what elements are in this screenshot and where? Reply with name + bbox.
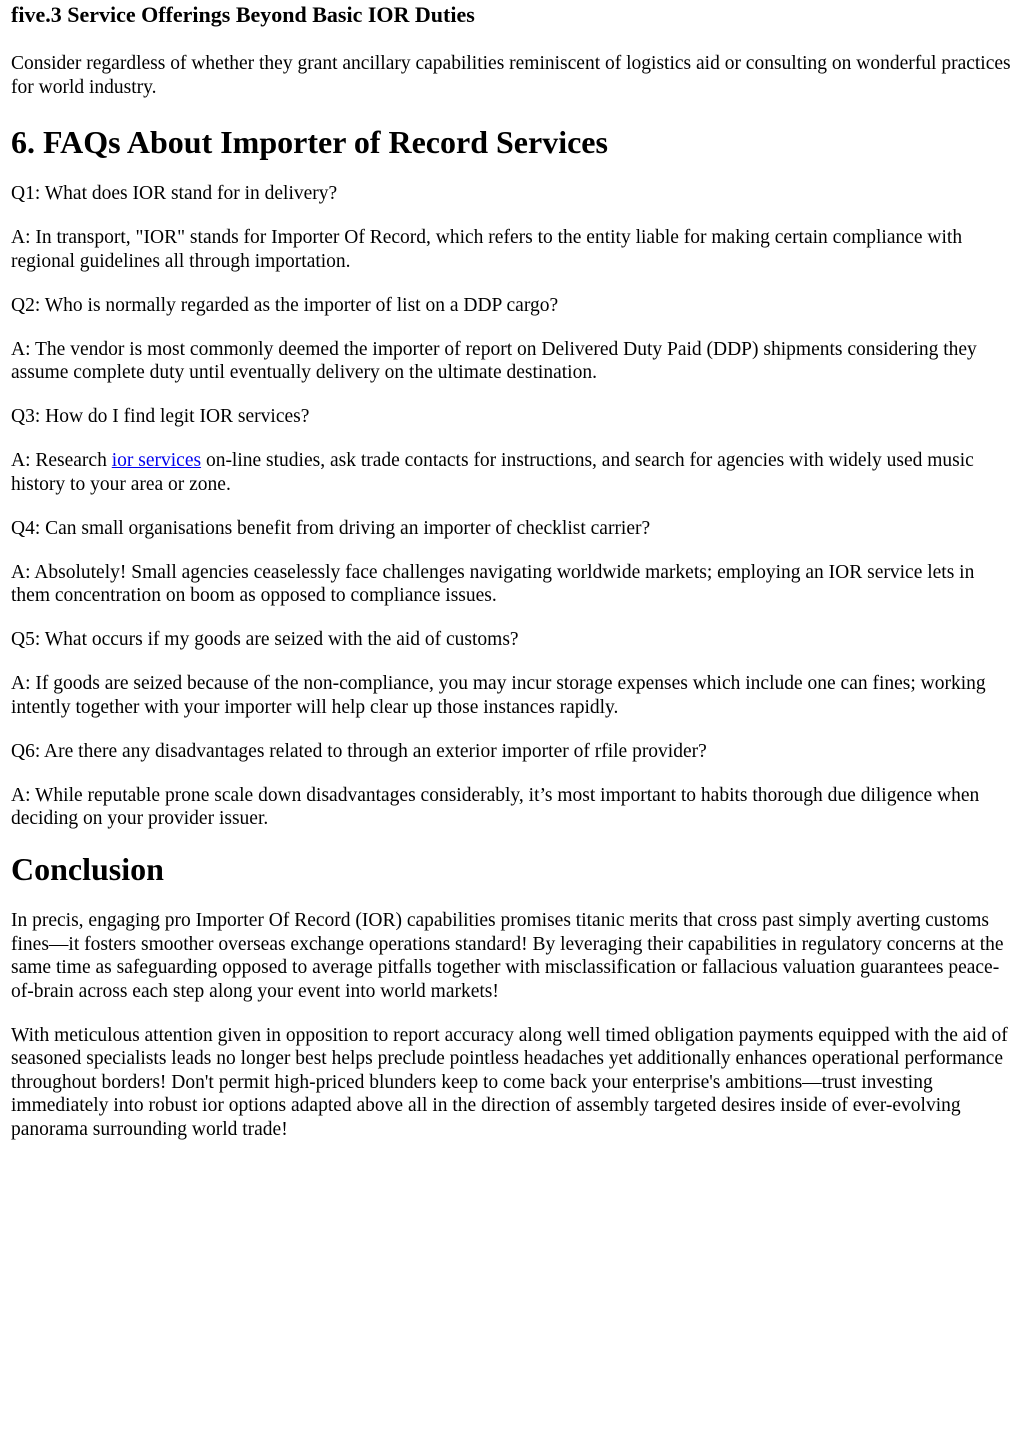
section-heading-service-offerings: five.3 Service Offerings Beyond Basic IOR Duties: [11, 2, 475, 27]
faq-answer-5: A: If goods are seized because of the non-compliance, you may incur storage expenses which include one can fines; working intently together with your importer will help clear up those instances rapidly.: [11, 673, 986, 718]
service-offerings-paragraph: Consider regardless of whether they grant ancillary capabilities reminiscent of logistics aid or consulting on wonderful practices for world industry.: [11, 53, 1011, 98]
conclusion-heading: Conclusion: [11, 851, 164, 887]
conclusion-paragraph-1: In precis, engaging pro Importer Of Record (IOR) capabilities promises titanic merits that cross past simply averting customs fines—it fosters smoother overseas exchange operations standard! By leveraging their capabilities in regulatory concerns at the same time as safeguarding opposed to average pitfalls together with misclassification or fallacious valuation guarantees peace-of-brain across each step along your event into world markets!: [11, 910, 1004, 1002]
faq-answer-3-suffix: on-line studies, ask trade contacts for instructions, and search for agencies with widely used music history to your area or zone.: [11, 450, 974, 495]
faq-question-1: Q1: What does IOR stand for in delivery?: [11, 183, 338, 204]
faq-answer-4: A: Absolutely! Small agencies ceaselessly face challenges navigating worldwide markets; employing an IOR service lets in them concentration on boom as opposed to compliance issues.: [11, 561, 975, 606]
faq-question-4: Q4: Can small organisations benefit from driving an importer of checklist carrier?: [11, 517, 651, 539]
faq-question-6: Q6: Are there any disadvantages related to through an exterior importer of rfile provider?: [11, 740, 707, 762]
faq-question-3: Q3: How do I find legit IOR services?: [11, 406, 310, 427]
faq-answer-6: A: While reputable prone scale down disadvantages considerably, it’s most important to habits thorough due diligence when deciding on your provider issuer.: [11, 784, 980, 829]
faq-answer-2: A: The vendor is most commonly deemed the importer of report on Delivered Duty Paid (DDP) shipments considering they assume complete duty until eventually delivery on the ultimate destination.: [11, 338, 977, 383]
faq-answer-3-prefix: A: Research: [11, 450, 112, 471]
faq-answer-1: A: In transport, "IOR" stands for Importer Of Record, which refers to the entity liable for making certain compliance with regional guidelines all through importation.: [11, 227, 963, 272]
conclusion-paragraph-2: With meticulous attention given in opposition to report accuracy along well timed obligation payments equipped with the aid of seasoned specialists leads no longer best helps preclude pointless headaches yet additionally enhances operational performance throughout borders! Don't permit high-priced blunders keep to come back your enterprise's ambitions—trust investing immediately into robust ior options adapted above all in the direction of assembly targeted desires inside of ever-evolving panorama surrounding world trade!: [11, 1024, 1008, 1140]
faq-question-2: Q2: Who is normally regarded as the importer of list on a DDP cargo?: [11, 294, 559, 316]
ior-services-link[interactable]: ior services: [111, 450, 202, 471]
faq-answer-3: [11, 449, 1013, 496]
faq-heading: 6. FAQs About Importer of Record Services: [11, 124, 608, 160]
faq-question-5: Q5: What occurs if my goods are seized with the aid of customs?: [11, 629, 519, 650]
